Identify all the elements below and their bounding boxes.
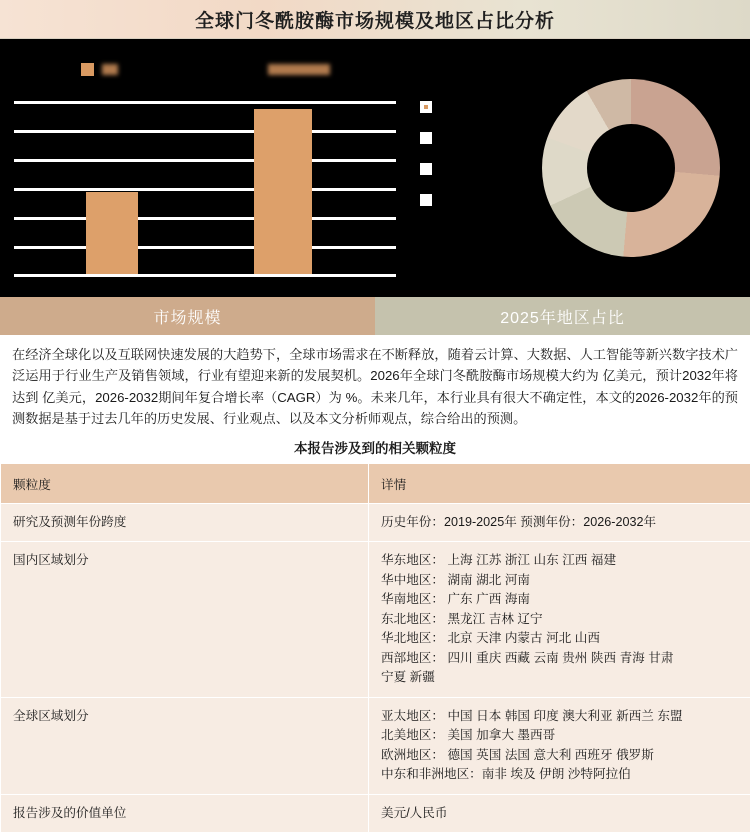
x-axis bbox=[14, 274, 396, 277]
legend-marker-icon bbox=[420, 132, 432, 144]
gridline bbox=[14, 159, 396, 162]
donut-graphic bbox=[542, 79, 720, 257]
detail-line: 历史年份：2019-2025年 预测年份：2026-2032年 bbox=[381, 513, 738, 533]
page-header bbox=[0, 0, 750, 39]
legend-blurred-text-2 bbox=[268, 64, 330, 75]
row-detail-domestic-regions bbox=[369, 542, 750, 698]
tab-market-size-label: 市场规模 bbox=[153, 305, 221, 328]
table-row bbox=[1, 503, 750, 542]
table-row bbox=[1, 697, 750, 794]
column-header-granularity: 颗粒度 bbox=[1, 463, 369, 503]
gridline bbox=[14, 188, 396, 191]
detail-line: 宁夏 新疆 bbox=[381, 668, 738, 688]
gridline bbox=[14, 101, 396, 104]
intro-paragraph: 在经济全球化以及互联网快速发展的大趋势下，全球市场需求在不断释放，随着云计算、大数据、人工智能等新兴数字技术广泛运用于行业生产及销售领域，行业有望迎来新的发展契机。2026年全球门冬酰胺酶市场规模大约为 亿美元，预计2032年将达到 亿美元，2026-2032期间年复合增长率（CAGR）为 %。未来几年，本行业具有很大不确定性，本文的2026-2032年的预测数据是基于过去几年的历史发展、行业观点、以及本文分析师观点，综合给出的预测。 bbox=[0, 335, 750, 434]
legend-row bbox=[420, 132, 432, 144]
detail-line: 北美地区： 美国 加拿大 墨西哥 bbox=[381, 726, 738, 746]
bar-chart bbox=[0, 39, 410, 297]
legend-item-2 bbox=[268, 64, 330, 75]
tab-bar bbox=[0, 297, 750, 335]
detail-line: 美元/人民币 bbox=[381, 804, 738, 824]
row-label-years: 研究及预测年份跨度 bbox=[1, 503, 369, 542]
tab-region-share-label: 2025年地区占比 bbox=[500, 305, 625, 328]
detail-line: 华南地区： 广东 广西 海南 bbox=[381, 590, 738, 610]
column-header-detail: 详情 bbox=[369, 463, 750, 503]
gridline bbox=[14, 246, 396, 249]
donut-chart bbox=[410, 39, 750, 297]
detail-line: 西部地区： 四川 重庆 西藏 云南 贵州 陕西 青海 甘肃 bbox=[381, 649, 738, 669]
gridline bbox=[14, 130, 396, 133]
donut-ring bbox=[542, 79, 720, 257]
detail-line: 欧洲地区： 德国 英国 法国 意大利 西班牙 俄罗斯 bbox=[381, 746, 738, 766]
legend-blurred-text bbox=[102, 64, 118, 75]
granularity-table bbox=[0, 463, 750, 833]
row-detail-value-unit bbox=[369, 794, 750, 833]
donut-chart-legend bbox=[420, 101, 432, 206]
bar-1 bbox=[86, 192, 138, 274]
table-section-title: 本报告涉及到的相关颗粒度 bbox=[0, 437, 750, 457]
legend-marker-icon bbox=[420, 163, 432, 175]
detail-line: 东北地区： 黑龙江 吉林 辽宁 bbox=[381, 610, 738, 630]
detail-line: 中东和非洲地区：南非 埃及 伊朗 沙特阿拉伯 bbox=[381, 765, 738, 785]
detail-line: 华北地区： 北京 天津 内蒙古 河北 山西 bbox=[381, 629, 738, 649]
row-label-value-unit: 报告涉及的价值单位 bbox=[1, 794, 369, 833]
row-detail-years bbox=[369, 503, 750, 542]
table-row bbox=[1, 794, 750, 833]
bar-chart-legend bbox=[0, 63, 410, 76]
bar-2 bbox=[254, 109, 312, 274]
legend-row bbox=[420, 163, 432, 175]
charts-band bbox=[0, 39, 750, 297]
detail-line: 华中地区： 湖南 湖北 河南 bbox=[381, 571, 738, 591]
legend-row bbox=[420, 194, 432, 206]
legend-swatch-icon bbox=[81, 63, 94, 76]
legend-marker-icon bbox=[420, 101, 432, 113]
legend-marker-icon bbox=[420, 194, 432, 206]
legend-item-1 bbox=[81, 63, 118, 76]
x-tick-label-2 bbox=[272, 284, 275, 294]
table-row bbox=[1, 542, 750, 698]
row-label-domestic-regions: 国内区域划分 bbox=[1, 542, 369, 698]
row-detail-global-regions bbox=[369, 697, 750, 794]
gridline bbox=[14, 217, 396, 220]
detail-line: 华东地区： 上海 江苏 浙江 山东 江西 福建 bbox=[381, 551, 738, 571]
row-label-global-regions: 全球区域划分 bbox=[1, 697, 369, 794]
x-tick-label-1 bbox=[102, 284, 105, 294]
detail-line: 亚太地区： 中国 日本 韩国 印度 澳大利亚 新西兰 东盟 bbox=[381, 707, 738, 727]
tab-region-share[interactable] bbox=[375, 297, 750, 335]
bar-chart-plot bbox=[14, 101, 396, 277]
legend-row bbox=[420, 101, 432, 113]
table-header-row bbox=[1, 463, 750, 503]
tab-market-size[interactable] bbox=[0, 297, 375, 335]
page-title: 全球门冬酰胺酶市场规模及地区占比分析 bbox=[195, 6, 555, 33]
